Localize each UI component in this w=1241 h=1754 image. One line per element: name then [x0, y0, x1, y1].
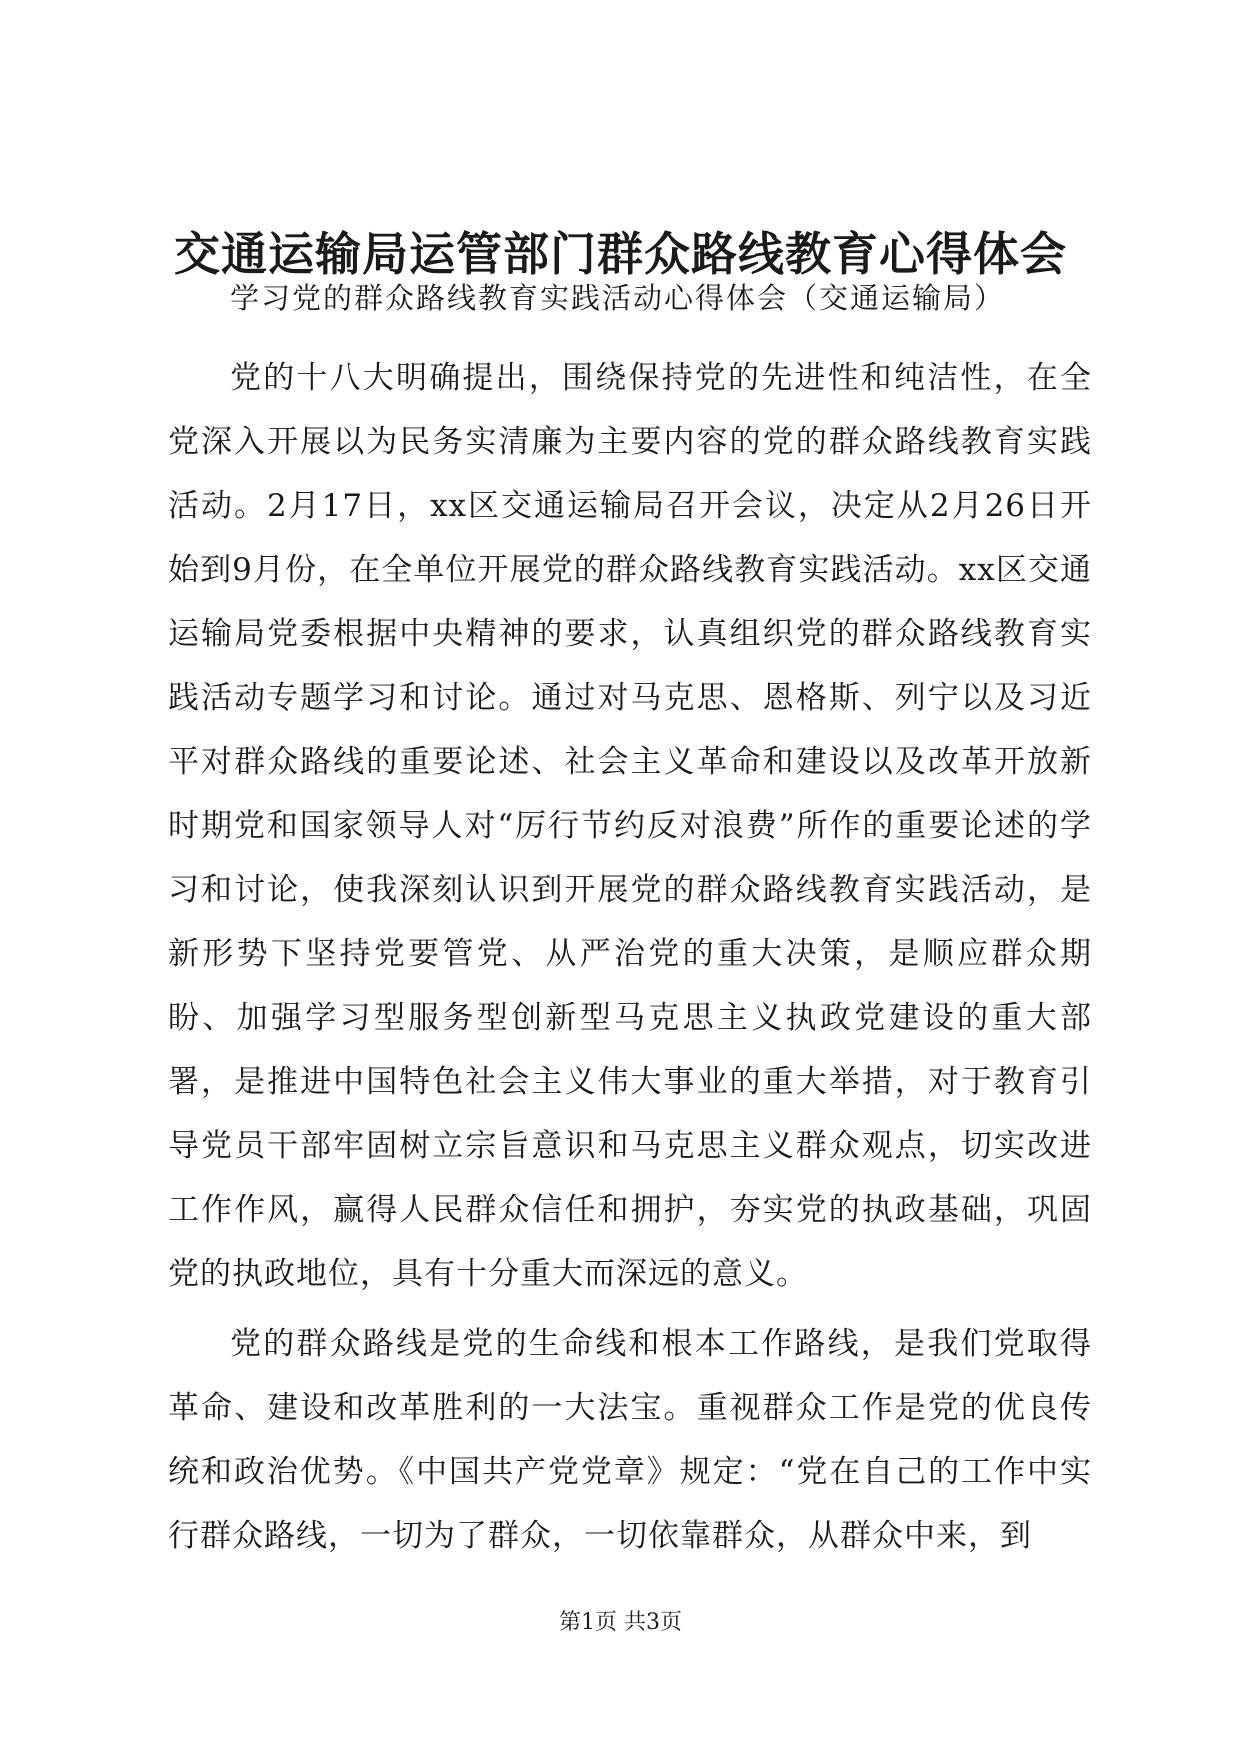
page-number-footer: 第1页 共3页 — [559, 1610, 682, 1635]
paragraph-1: 党的十八大明确提出，围绕保持党的先进性和纯洁性，在全党深入开展以为民务实清廉为主要内容的党的群众路线教育实践活动。2月17日，xx区交通运输局召开会议，决定从2月26日开始到9月份，在全单位开展党的群众路线教育实践活动。xx区交通运输局党委根据中央精神的要求，认真组织党的群众路线教育实践活动专题学习和讨论。通过对马克思、恩格斯、列宁以及习近平对群众路线的重要论述、社会主义革命和建设以及改革开放新时期党和国家领导人对“厉行节约反对浪费”所作的重要论述的学习和讨论，使我深刻认识到开展党的群众路线教育实践活动，是新形势下坚持党要管党、从严治党的重大决策，是顺应群众期盼、加强学习型服务型创新型马克思主义执政党建设的重大部署，是推进中国特色社会主义伟大事业的重大举措，对于教育引导党员干部牢固树立宗旨意识和马克思主义群众观点，切实改进工作作风，赢得人民群众信任和拥护，夯实党的执政基础，巩固党的执政地位，具有十分重大而深远的意义。 — [168, 360, 1092, 1292]
document-title: 交通运输局运管部门群众路线教育心得体会 — [174, 227, 1067, 281]
document-subtitle: 学习党的群众路线教育实践活动心得体会（交通运输局） — [230, 281, 1006, 315]
paragraph-2: 党的群众路线是党的生命线和根本工作路线，是我们党取得革命、建设和改革胜利的一大法宝。重视群众工作是党的优良传统和政治优势。《中国共产党党章》规定：“党在自己的工作中实行群众路线，一切为了群众，一切依靠群众，从群众中来，到 — [168, 1326, 1092, 1554]
document-body — [168, 346, 1092, 1568]
